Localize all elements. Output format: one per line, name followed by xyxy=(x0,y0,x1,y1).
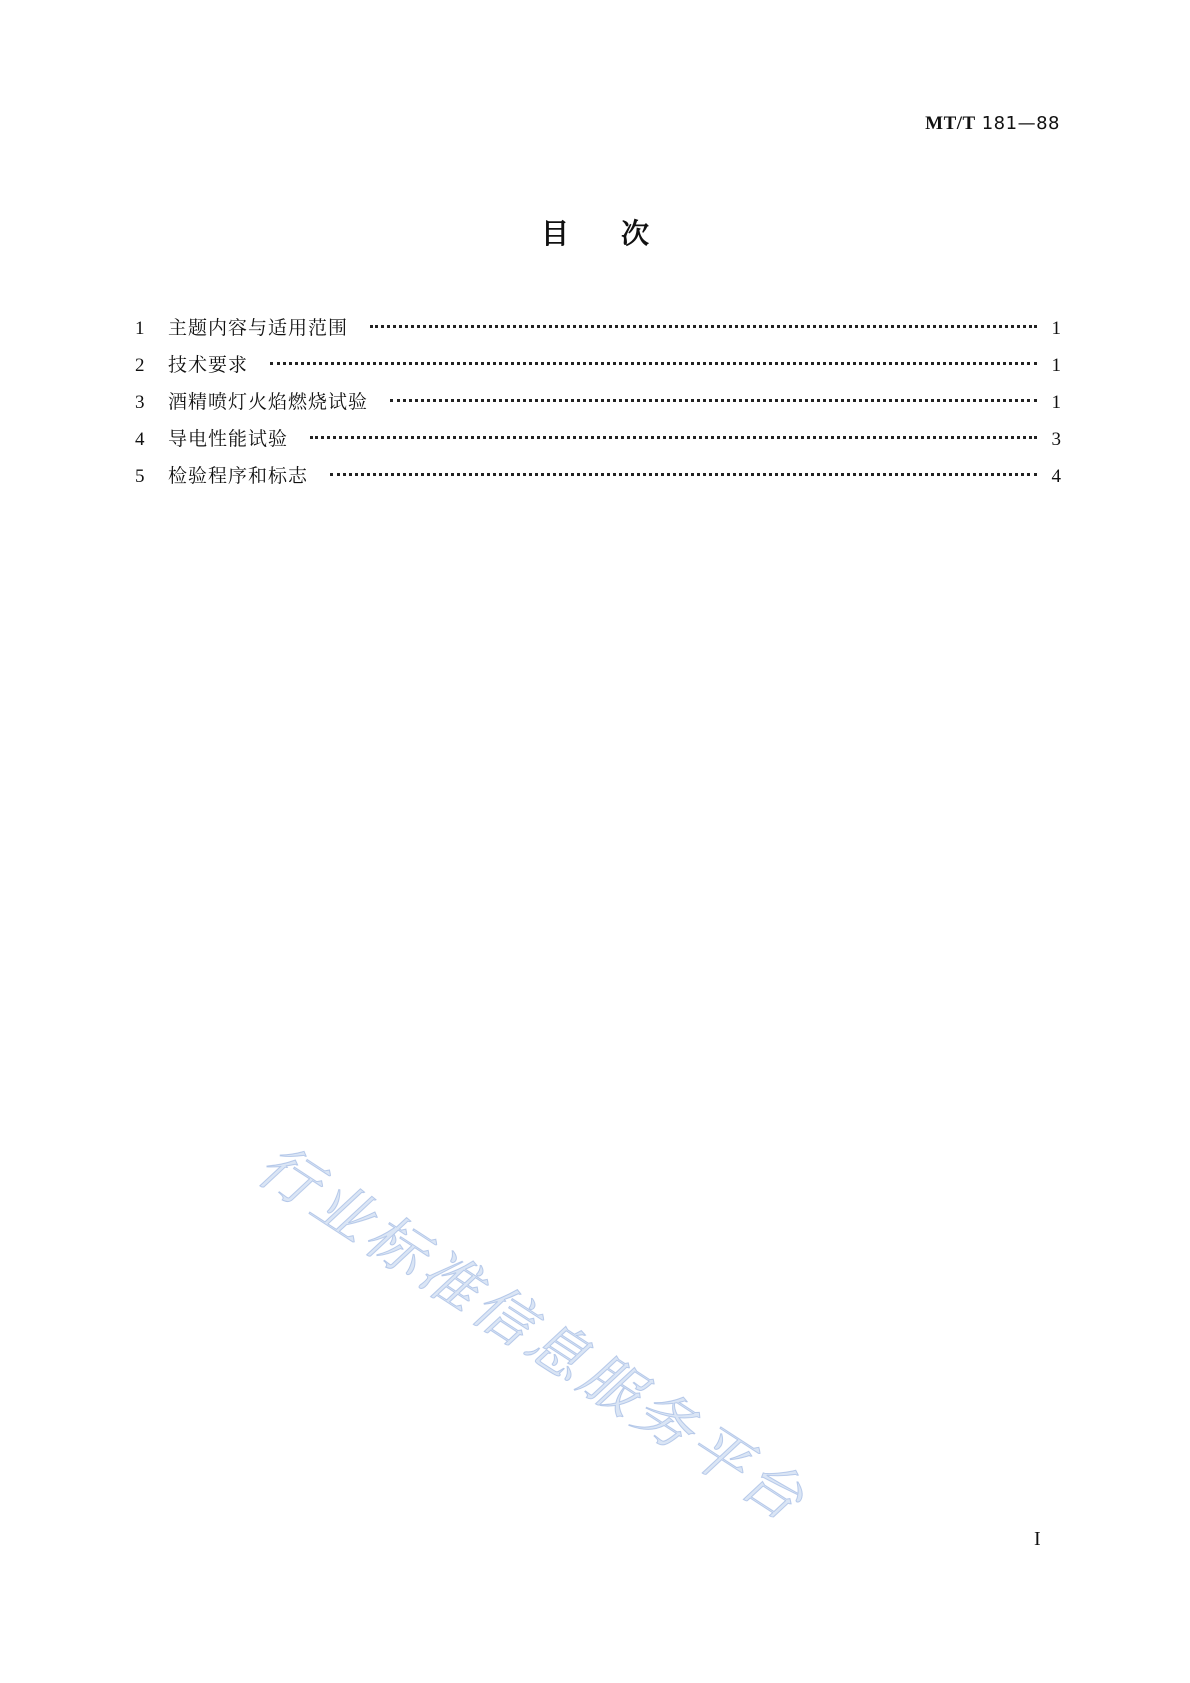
toc-leader-dots xyxy=(370,325,1037,328)
toc-item-title: 酒精喷灯火焰燃烧试验 xyxy=(168,391,369,413)
toc-item-title: 检验程序和标志 xyxy=(168,465,309,487)
toc-item-title: 技术要求 xyxy=(168,354,249,376)
toc-item[interactable] xyxy=(135,313,1061,350)
toc-leader-dots xyxy=(270,362,1037,365)
watermark: 行业标准信息服务平台 xyxy=(245,1130,820,1537)
toc-item[interactable] xyxy=(135,424,1061,461)
toc-item-number: 1 xyxy=(135,318,145,339)
toc-item[interactable] xyxy=(135,387,1061,424)
toc-item-page: 1 xyxy=(1051,318,1061,339)
toc-item-page: 4 xyxy=(1051,466,1061,487)
toc-leader-dots xyxy=(390,399,1037,402)
document-code-number: 181—88 xyxy=(981,113,1060,134)
toc-item[interactable] xyxy=(135,461,1061,498)
document-code-prefix: MT/T xyxy=(925,113,976,134)
toc-item-page: 1 xyxy=(1051,355,1061,376)
page-number: I xyxy=(1034,1528,1041,1550)
toc-list xyxy=(135,313,1061,498)
toc-item-number: 3 xyxy=(135,392,145,413)
toc-item-number: 5 xyxy=(135,466,145,487)
toc-leader-dots xyxy=(330,473,1037,476)
toc-item[interactable] xyxy=(135,350,1061,387)
toc-item-page: 3 xyxy=(1051,429,1061,450)
toc-item-title: 主题内容与适用范围 xyxy=(168,317,349,339)
toc-item-page: 1 xyxy=(1051,392,1061,413)
toc-item-number: 2 xyxy=(135,355,145,376)
toc-title: 目次 xyxy=(540,217,701,250)
toc-leader-dots xyxy=(310,436,1037,439)
toc-item-title: 导电性能试验 xyxy=(168,428,289,450)
document-code xyxy=(925,113,1060,135)
toc-item-number: 4 xyxy=(135,429,145,450)
